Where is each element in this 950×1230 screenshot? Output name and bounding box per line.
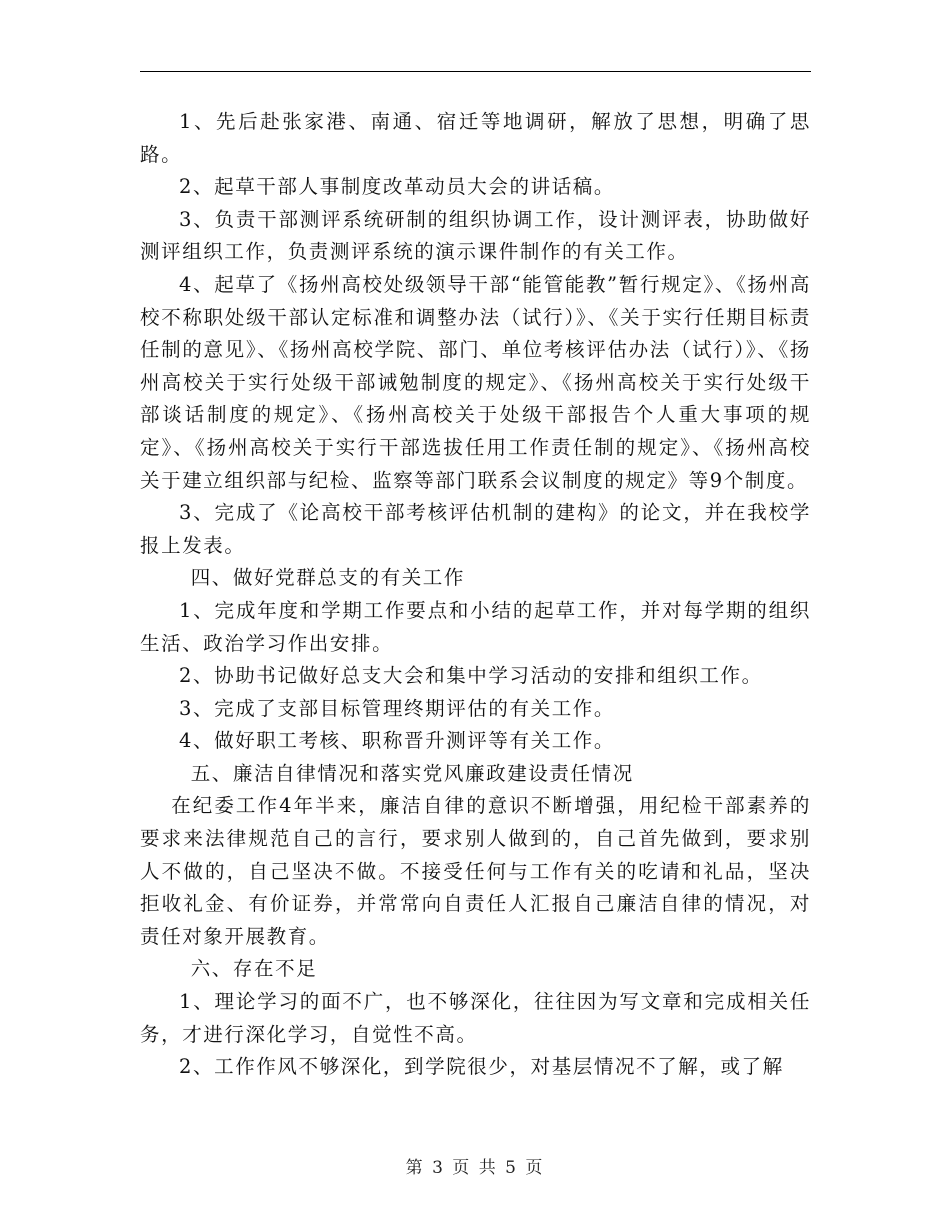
paragraph-2: 2、起草干部人事制度改革动员大会的讲话稿。 bbox=[179, 175, 616, 199]
section-heading-6: 六、存在不足 bbox=[190, 957, 318, 981]
section-heading-4: 四、做好党群总支的有关工作 bbox=[190, 566, 465, 590]
paragraph-15: 2、工作作风不够深化，到学院很少，对基层情况不了解，或了解 bbox=[179, 1055, 784, 1079]
paragraph-3: 3、负责干部测评系统研制的组织协调工作，设计测评表，协助做好测评组织工作，负责测评系统的演示课件制作的有关工作。 bbox=[140, 207, 811, 264]
document-body bbox=[140, 106, 811, 1084]
section-heading-5: 五、廉洁自律情况和落实党风廉政建设责任情况 bbox=[190, 761, 634, 785]
paragraph-5: 3、完成了《论高校干部考核评估机制的建构》的论文，并在我校学报上发表。 bbox=[140, 501, 811, 557]
page-number: 第 3 页 共 5 页 bbox=[405, 1158, 545, 1178]
paragraph-9: 3、完成了支部目标管理终期评估的有关工作。 bbox=[179, 696, 616, 720]
paragraph-12: 在纪委工作4年半来，廉洁自律的意识不断增强，用纪检干部素养的要求来法律规范自己的言行，要求别人做到的，自己首先做到，要求别人不做的，自己坚决不做。不接受任何与工作有关的吃请和礼品，坚决拒收礼金、有价证券，并常常向自责任人汇报自己廉洁自律的情况，对责任对象开展教育。 bbox=[140, 794, 811, 948]
paragraph-1: 1、先后赴张家港、南通、宿迁等地调研，解放了思想，明确了思路。 bbox=[140, 110, 811, 166]
paragraph-8: 2、协助书记做好总支大会和集中学习活动的安排和组织工作。 bbox=[179, 664, 763, 688]
paragraph-4: 4、起草了《扬州高校处级领导干部“能管能教”暂行规定》、《扬州高校不称职处级干部认定标准和调整办法（试行）》、《关于实行任期目标责任制的意见》、《扬州高校学院、部门、单位考核评估办法（试行）》、《扬州高校关于实行处级干部诫勉制度的规定》、《扬州高校关于实行处级干部谈话制度的规定》、《扬州高校关于处级干部报告个人重大事项的规定》、《扬州高校关于实行干部选拔任用工作责任制的规定》、《扬州高校关于建立组织部与纪检、监察等部门联系会议制度的规定》等9个制度。 bbox=[140, 272, 811, 492]
paragraph-14: 1、理论学习的面不广，也不够深化，往往因为写文章和完成相关任务，才进行深化学习，自觉性不高。 bbox=[140, 990, 811, 1046]
paragraph-10: 4、做好职工考核、职称晋升测评等有关工作。 bbox=[179, 729, 616, 753]
header-rule bbox=[140, 71, 811, 72]
paragraph-7: 1、完成年度和学期工作要点和小结的起草工作，并对每学期的组织生活、政治学习作出安排。 bbox=[140, 598, 811, 655]
